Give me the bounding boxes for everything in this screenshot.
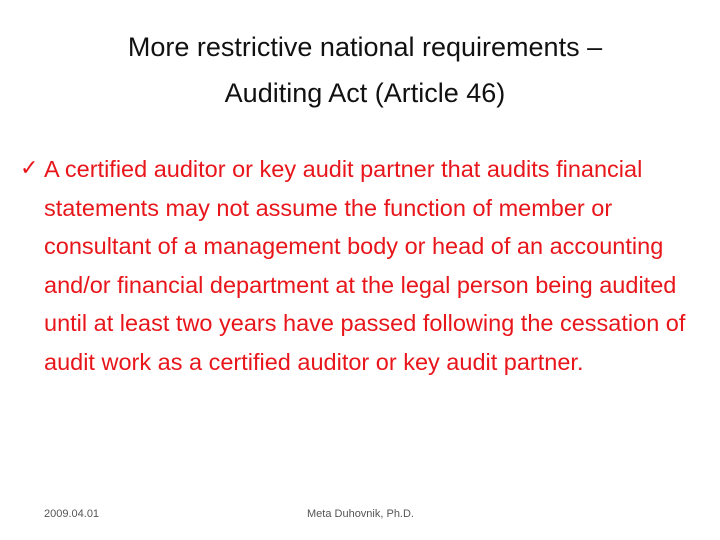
check-icon: ✓	[20, 156, 39, 181]
bullet-text: A certified auditor or key audit partner that audits financial statements may not assume the function of member or consultant of a management body or head of an accounting and/or financial department at the legal person being audited until at least two years have passed following the cessation of audit work as a certified auditor or key audit partner.	[44, 156, 686, 375]
slide-title	[40, 24, 690, 116]
slide-title-line-2: Auditing Act (Article 46)	[224, 78, 506, 108]
bullet-item	[20, 150, 700, 381]
slide-title-line-1: More restrictive national requirements –	[127, 32, 603, 62]
footer-date: 2009.04.01	[44, 508, 100, 520]
footer-author: Meta Duhovnik, Ph.D.	[307, 508, 414, 520]
bullet-list	[20, 150, 700, 381]
